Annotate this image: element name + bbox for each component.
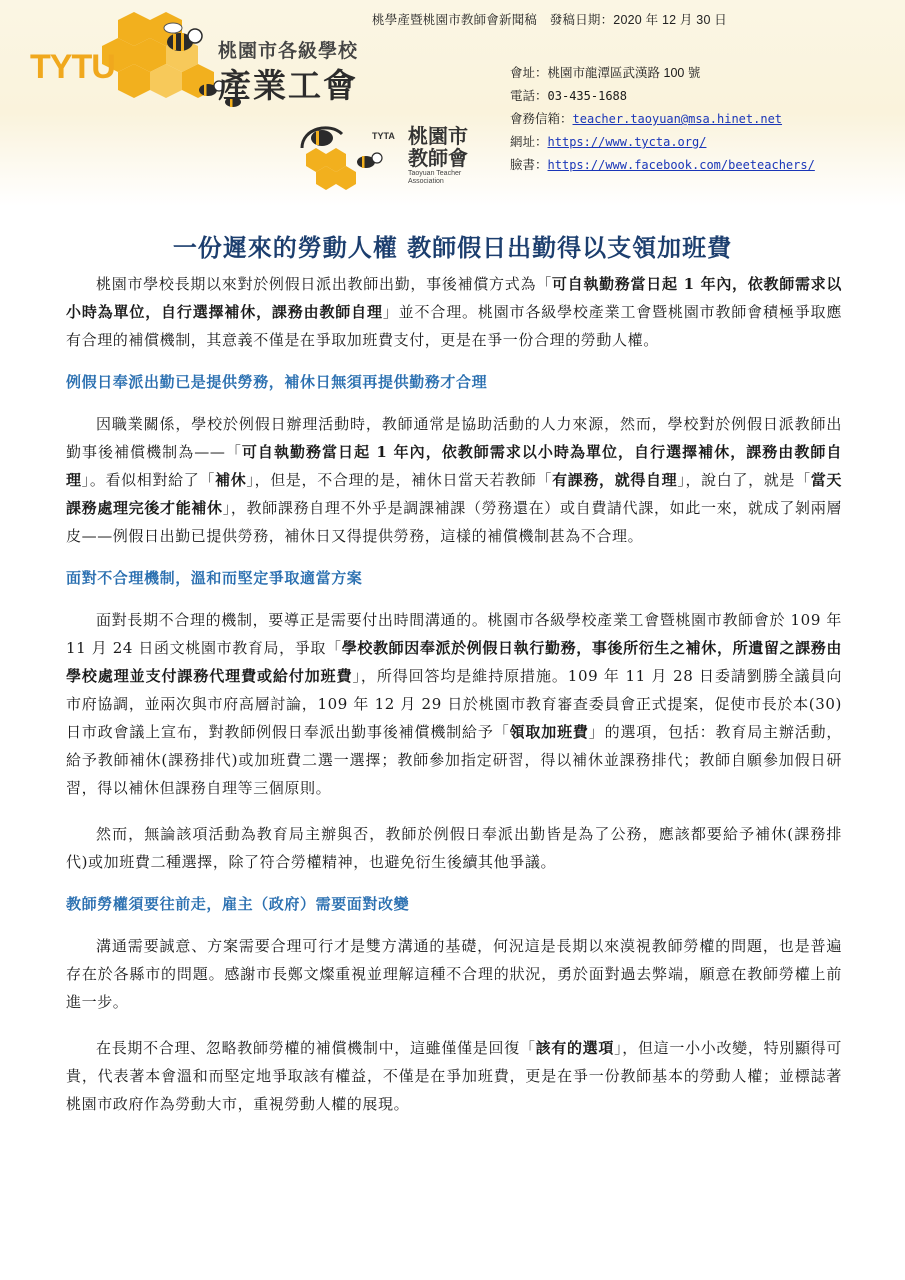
text-run: 桃園市學校長期以來對於例假日派出教師出勤，事後補償方式為「 bbox=[96, 275, 552, 293]
teacher-assoc-acronym: TYTA bbox=[372, 131, 395, 141]
contact-email bbox=[510, 108, 815, 131]
paragraph-6 bbox=[66, 1034, 842, 1118]
phone-value: 03-435-1688 bbox=[547, 89, 627, 103]
text-run: 因職業關係，學校於例假日辦理活動時，教師通常是協助活動的人力來源，然而，學校對於例假日派教師出勤事後補償機制為——「 bbox=[66, 415, 842, 461]
address-value: 桃園市龍潭區武漢路 100 號 bbox=[547, 66, 701, 80]
address-label: 會址： bbox=[510, 66, 548, 80]
bold-run: 補休 bbox=[215, 471, 247, 489]
contact-block bbox=[510, 62, 815, 177]
bold-run: 可自執勤務當日起 1 年內，依教師需求以小時為單位，自行選擇補休，課務由教師自理 bbox=[66, 443, 842, 489]
text-run: 面對長期不合理的機制，要導正是需要付出時間溝通的。桃園市各級學校產業工會暨桃園市教師會於 109 年 11 月 24 日函文桃園市教育局，爭取「 bbox=[66, 611, 842, 657]
contact-website bbox=[510, 131, 815, 154]
website-label: 網址： bbox=[510, 135, 548, 149]
subheading-2: 面對不合理機制，溫和而堅定爭取適當方案 bbox=[66, 569, 363, 587]
letterhead bbox=[0, 0, 905, 206]
email-label: 會務信箱： bbox=[510, 112, 573, 126]
union-name-line2: 產業工會 bbox=[218, 67, 358, 104]
email-link[interactable]: teacher.taoyuan@msa.hinet.net bbox=[572, 112, 783, 126]
text-run: 」，所得回答均是維持原措施。109 年 11 月 28 日委請劉勝全議員向市府協調，並兩次與市府高層討論，109 年 12 月 29 日於桃園市教育審查委員會正式提案，促使市長於本(30)日市政會議上宣布，對教師例假日奉派出勤事後補償機制給予「 bbox=[66, 667, 842, 741]
paragraph-5: 溝通需要誠意、方案需要合理可行才是雙方溝通的基礎，何況這是長期以來漠視教師勞權的問題，也是普遍存在於各縣市的問題。感謝市長鄭文燦重視並理解這種不合理的狀況，勇於面對過去弊端，願意在教師勞權上前進一步。 bbox=[66, 937, 842, 1011]
website-link[interactable]: https://www.tycta.org/ bbox=[547, 135, 707, 149]
text-run: 」並不合理。桃園市各級學校產業工會暨桃園市教師會積極爭取應有合理的補償機制，其意義不僅是在爭取加班費支付，更是在爭一份合理的勞動人權。 bbox=[66, 303, 842, 349]
tyta-bee-logo-icon bbox=[282, 118, 392, 196]
contact-facebook bbox=[510, 154, 815, 177]
text-run: 在長期不合理、忽略教師勞權的補償機制中，這雖僅僅是回復「 bbox=[96, 1039, 536, 1057]
union-name-line1: 桃園市各級學校 bbox=[218, 41, 359, 62]
bold-run: 有課務，就得自理 bbox=[552, 471, 678, 489]
bold-run: 該有的選項 bbox=[535, 1039, 615, 1057]
text-run: 」。看似相對給了「 bbox=[81, 471, 216, 489]
bold-run: 可自執勤務當日起 1 年內，依教師需求以小時為單位，自行選擇補休，課務由教師自理 bbox=[66, 275, 842, 321]
paragraph-4: 然而，無論該項活動為教育局主辦與否，教師於例假日奉派出勤皆是為了公務，應該都要給予補休(課務排代)或加班費二種選擇，除了符合勞權精神，也避免衍生後續其他爭議。 bbox=[66, 825, 842, 871]
text-run: 」，但這一小小改變，特別顯得可貴，代表著本會溫和而堅定地爭取該有權益，不僅是在爭加班費，更是在爭一份教師基本的勞動人權；並標誌著桃園市政府作為勞動大市，重視勞動人權的展現。 bbox=[66, 1039, 842, 1113]
bold-run: 領取加班費 bbox=[509, 723, 589, 741]
teacher-assoc-english-line2: Association bbox=[408, 178, 444, 185]
bold-run: 學校教師因奉派於例假日執行勤務，事後所衍生之補休，所遺留之課務由學校處理並支付課務代理費或給付加班費 bbox=[66, 639, 842, 685]
phone-label: 電話： bbox=[510, 89, 548, 103]
facebook-label: 臉書： bbox=[510, 158, 548, 172]
press-release-line: 桃學產暨桃園市教師會新聞稿 發稿日期：2020 年 12 月 30 日 bbox=[372, 13, 727, 27]
teacher-assoc-english bbox=[408, 170, 461, 186]
text-run: 」，說白了，就是「 bbox=[677, 471, 811, 489]
facebook-link[interactable]: https://www.facebook.com/beeteachers/ bbox=[547, 158, 815, 172]
teacher-assoc-name: 桃園市教師會 bbox=[408, 126, 468, 170]
contact-address bbox=[510, 62, 815, 85]
contact-phone bbox=[510, 85, 815, 108]
paragraph-3 bbox=[66, 606, 842, 802]
teacher-assoc-english-line1: Taoyuan Teacher bbox=[408, 170, 462, 177]
brand-acronym: TYTU bbox=[30, 48, 115, 86]
text-run: 」，但是，不合理的是，補休日當天若教師「 bbox=[246, 471, 553, 489]
paragraph-1 bbox=[66, 270, 842, 354]
subheading-1: 例假日奉派出勤已是提供勞務，補休日無須再提供勤務才合理 bbox=[66, 373, 488, 391]
article-body bbox=[66, 270, 842, 1118]
text-run: 」的選項，包括：教育局主辦活動，給予教師補休(課務排代)或加班費二選一選擇；教師參加指定研習，得以補休並課務排代；教師自願參加假日研習，得以補休但課務自理等三個原則。 bbox=[66, 723, 842, 797]
paragraph-2 bbox=[66, 410, 842, 550]
bold-run: 當天課務處理完後才能補休 bbox=[66, 471, 843, 517]
article-title: 一份遲來的勞動人權 教師假日出勤得以支領加班費 bbox=[172, 233, 733, 262]
subheading-3: 教師勞權須要往前走，雇主（政府）需要面對改變 bbox=[66, 895, 410, 913]
text-run: 」，教師課務自理不外乎是調課補課（勞務還在）或自費請代課，如此一來，就成了剝兩層皮——例假日出勤已提供勞務，補休日又得提供勞務，這樣的補償機制甚為不合理。 bbox=[66, 499, 842, 545]
